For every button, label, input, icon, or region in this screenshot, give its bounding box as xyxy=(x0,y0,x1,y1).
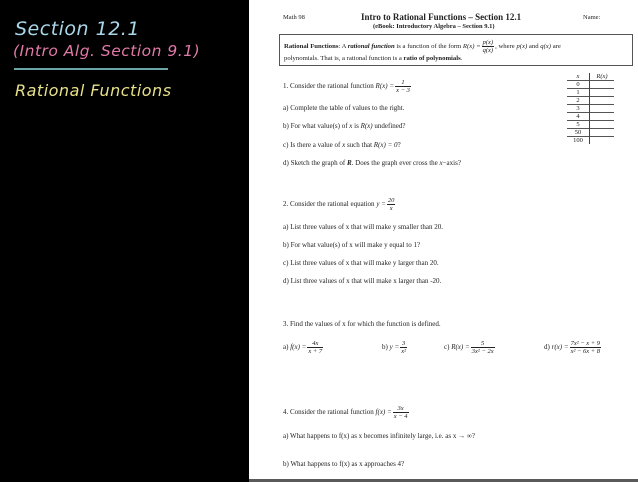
q1c-text: c) Is there a value of xyxy=(283,141,343,149)
table-r-cell[interactable] xyxy=(590,129,615,137)
q4-part-a: a) What happens to f(x) as x becomes infinitely large, i.e. as x → ∞? xyxy=(283,432,475,440)
q1d-fn: R xyxy=(346,159,352,167)
q3c-lhs: R(x) = xyxy=(451,343,470,352)
q4-stem xyxy=(283,405,410,420)
q4-part-b: b) What happens to f(x) as x approaches 4? xyxy=(283,460,405,468)
q2-lhs: y = xyxy=(376,200,386,209)
q3-part-a xyxy=(283,340,324,355)
q3-part-d xyxy=(544,340,602,355)
q2-stem-text: 2. Consider the rational equation xyxy=(283,200,377,209)
table-x-cell: 0 xyxy=(567,81,590,89)
fraction-denominator: x − 3 xyxy=(396,87,410,94)
table-r-cell[interactable] xyxy=(590,137,615,145)
fraction-numerator: 20 xyxy=(387,197,395,204)
table-r-cell[interactable] xyxy=(590,121,615,129)
q1-part-b xyxy=(283,122,405,130)
values-table xyxy=(567,73,614,144)
q1-part-d xyxy=(283,159,461,167)
table-row xyxy=(567,81,614,89)
q1-stem xyxy=(283,79,412,94)
q3b-lhs: y = xyxy=(389,343,400,352)
fraction-denominator: x + 7 xyxy=(308,348,323,355)
q1-part-a: a) Complete the table of values to the right. xyxy=(283,104,405,112)
q3a-lhs: f(x) = xyxy=(290,343,307,352)
q1-fraction xyxy=(395,79,411,94)
q3a-fraction xyxy=(307,340,323,355)
board-underline xyxy=(14,68,168,70)
fraction-numerator: p(x) xyxy=(482,39,494,46)
q1d-text: d) Sketch the graph of xyxy=(283,159,347,167)
table-x-cell: 3 xyxy=(567,105,590,113)
q3d-label: d) xyxy=(544,343,550,352)
q1c-text: such that xyxy=(345,141,374,149)
table-row xyxy=(567,89,614,97)
q1d-text: . Does the graph ever cross the xyxy=(351,159,440,167)
q2-part-a: a) List three values of x that will make y smaller than 20. xyxy=(283,223,443,231)
q1c-fn: R(x) = 0 xyxy=(373,141,398,149)
table-x-cell: 2 xyxy=(567,97,590,105)
board-topic: Rational Functions xyxy=(15,81,172,100)
q1c-text: ? xyxy=(397,141,401,149)
q1-stem-text: 1. Consider the rational function xyxy=(283,82,376,91)
table-r-cell[interactable] xyxy=(590,89,615,97)
q2-part-d: d) List three values of x that will make x larger than -20. xyxy=(283,277,442,285)
table-x-cell: 5 xyxy=(567,121,590,129)
q2-part-c: c) List three values of x that will make y larger than 20. xyxy=(283,259,439,267)
q1b-text: b) For what value(s) of xyxy=(283,122,350,130)
q3c-label: c) xyxy=(444,343,450,352)
fraction-numerator: 1 xyxy=(395,79,411,87)
worksheet-page xyxy=(249,0,638,479)
definition-italic-term: rational function xyxy=(347,43,395,51)
q3-stem: 3. Find the values of x for which the function is defined. xyxy=(283,320,441,328)
fraction-numerator: 4x xyxy=(307,340,323,348)
fraction-denominator: q(x) xyxy=(482,47,494,54)
q3d-lhs: r(x) = xyxy=(551,343,569,352)
fraction-denominator: 3x² − 2x xyxy=(471,348,494,355)
q4-stem-text: 4. Consider the rational function xyxy=(283,408,376,417)
definition-bold-phrase: ratio of polynomials xyxy=(403,55,461,62)
table-r-cell[interactable] xyxy=(590,81,615,89)
fraction-numerator: 3 xyxy=(401,340,406,347)
q3a-label: a) xyxy=(283,343,289,352)
table-x-cell: 4 xyxy=(567,113,590,121)
definition-text: , where xyxy=(495,43,517,51)
q4-fraction xyxy=(393,405,409,420)
table-row xyxy=(567,121,614,129)
definition-text: is a function of the form xyxy=(394,43,463,51)
q1-part-c xyxy=(283,141,401,149)
table-row xyxy=(567,113,614,121)
fraction-denominator: x² − 6x + 8 xyxy=(570,348,601,355)
definition-px: p(x) xyxy=(516,43,528,51)
definition-line-1 xyxy=(284,39,561,54)
table-r-cell[interactable] xyxy=(590,113,615,121)
table-header-row xyxy=(567,73,614,81)
table-row xyxy=(567,137,614,145)
worksheet-subtitle: (eBook: Introductory Algebra – Section 9.1) xyxy=(373,23,495,30)
q3d-fraction xyxy=(570,340,602,355)
q1b-fn: R(x) xyxy=(360,122,373,130)
fraction-numerator: 3x xyxy=(393,405,409,413)
q2-fraction xyxy=(387,197,396,212)
table-row xyxy=(567,105,614,113)
table-r-cell[interactable] xyxy=(590,105,615,113)
table-header-r: R(x) xyxy=(596,73,608,80)
course-label: Math 98 xyxy=(283,14,305,21)
q4-lhs: f(x) = xyxy=(375,408,392,417)
q3b-fraction xyxy=(400,340,407,355)
fraction-denominator: x − 4 xyxy=(393,413,408,420)
worksheet-title: Intro to Rational Functions – Section 12.1 xyxy=(361,12,522,22)
fraction-numerator: 5 xyxy=(471,340,495,348)
q3b-label: b) xyxy=(382,343,388,352)
definition-box xyxy=(279,34,633,66)
table-x-cell: 1 xyxy=(567,89,590,97)
board-section-title: Section 12.1 xyxy=(15,18,140,40)
table-x-cell: 100 xyxy=(567,137,590,145)
q1b-var: x xyxy=(349,122,353,130)
q3-part-b xyxy=(382,340,408,355)
q1b-text: is xyxy=(352,122,361,130)
table-x-cell: 50 xyxy=(567,129,590,137)
q1c-var: x xyxy=(342,141,346,149)
q3-part-c xyxy=(444,340,496,355)
definition-text: . xyxy=(460,55,463,62)
q1-lhs: R(x) = xyxy=(375,82,395,91)
definition-text: polynomials. That is, a rational function is a xyxy=(284,55,404,62)
blackboard-panel xyxy=(0,0,248,482)
q1b-text: undefined? xyxy=(372,122,406,130)
q1d-text: −axis? xyxy=(442,159,461,167)
definition-line-2 xyxy=(284,55,462,62)
name-label: Name: xyxy=(583,14,601,21)
board-section-subtitle: (Intro Alg. Section 9.1) xyxy=(13,42,201,60)
table-header-x: x xyxy=(567,73,590,81)
fraction-denominator: x xyxy=(389,205,393,212)
definition-text: are xyxy=(551,43,561,51)
definition-text: and xyxy=(527,43,541,51)
fraction-numerator: 7x² − x + 9 xyxy=(570,340,601,347)
definition-formula-lhs: R(x) = xyxy=(462,43,481,51)
fraction-denominator: x² xyxy=(401,348,407,355)
definition-term: Rational Functions xyxy=(284,43,339,51)
table-row xyxy=(567,129,614,137)
definition-formula-fraction xyxy=(482,39,494,54)
definition-text: : A xyxy=(338,43,348,51)
definition-qx: q(x) xyxy=(540,43,552,51)
q1d-axis: x xyxy=(439,159,443,167)
q2-stem xyxy=(283,197,396,212)
table-r-cell[interactable] xyxy=(590,97,615,105)
table-row xyxy=(567,97,614,105)
q2-part-b: b) For what value(s) of x will make y equal to 1? xyxy=(283,241,421,249)
q3c-fraction xyxy=(471,340,495,355)
